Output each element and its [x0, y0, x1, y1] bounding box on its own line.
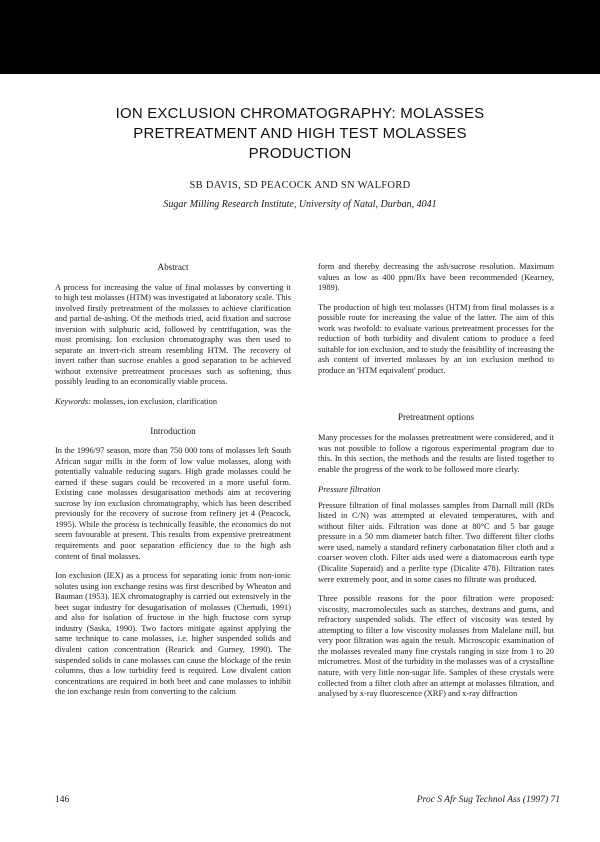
pressure-filtration-subheading: Pressure filtration: [318, 484, 381, 495]
keywords: [55, 397, 291, 408]
htm-paragraph: The production of high test molasses (HTM) from final molasses is a possible route for increasing the value of the latter. The aim of this work was twofold: to evaluate various pretreatment processes for the reduction of both turbidity and divalent cations to produce a feed suitable for ion exclusion, and to study the feasibility of increasing the ash content of inverted molasses by an ion exclusion method to produce an 'HTM equivalent' product.: [318, 302, 554, 375]
pressure-paragraph-1: Pressure filtration of final molasses samples from Darnall mill (RDs listed in C/N) was attempted at elevated temperatures, with and without filter aids. Filtration was done at 80°C and 5 bar gauge pressure in a 50 mm diameter batch filter. Two different filter cloths were used, namely a standard refinery carbonatation filter cloth and a coarser woven cloth. Filter aids used were a diatomaceous earth type (Dicalite Superaid) and a perlite type (Dicalite 478). Filtration rates were extremely poor, and in some cases no filtrate was produced.: [318, 500, 554, 584]
authors: SB DAVIS, SD PEACOCK AND SN WALFORD: [189, 180, 411, 191]
affiliation: Sugar Milling Research Institute, University of Natal, Durban, 4041: [163, 199, 437, 210]
continued-paragraph: form and thereby decreasing the ash/sucrose resolution. Maximum values as low as 400 ppm/Bx have been recommended (Kearney, 1989).: [318, 262, 554, 293]
introduction-heading: Introduction: [150, 425, 196, 436]
journal-citation: Proc S Afr Sug Technol Ass (1997) 71: [416, 795, 560, 805]
page-number: 146: [55, 795, 70, 805]
title-line-1: ION EXCLUSION CHROMATOGRAPHY: MOLASSES: [115, 105, 485, 122]
pressure-paragraph-2: Three possible reasons for the poor filtration were proposed: viscosity, macromolecules such as starches, dextrans and gums, and refractory suspended solids. The effect of viscosity was tested by attempting to filter a low viscosity molasses from Malelane mill, but very poor filtration was again the result. Microscopic examination of the molasses revealed many fine crystals ranging in size from 1 to 20 micrometres. Most of the turbidity in the molasses was of a crystalline nature, with very little non-sugar life. Samples of these crystals were collected from a filter cloth after an attempt at molasses filtration, and analysed by x-ray fluorescence (XRF) and x-ray diffraction: [318, 594, 554, 699]
paper-title: [60, 104, 540, 164]
pretreatment-heading: Pretreatment options: [397, 412, 475, 423]
keywords-label: Keywords:: [55, 397, 91, 407]
intro-paragraph-2: Ion exclusion (IEX) as a process for separating ionic from non-ionic solutes using ion exchange resins was first described by Wheaton and Bauman (1953). IEX chromatography is carried out extensively in the beet sugar industry for desugarisation of molasses (Chertudi, 1991) and also for isolation of fructose in the high fructose corn syrup industry (Saska, 1990). Two factors mitigate against applying the same technique to cane molasses, i.e. higher suspended solids and divalent cation concentration (Rearick and Gurney, 1990). The suspended solids in cane molasses can cause the blockage of the resin columns, thus a low turbidity feed is required. Low divalent cation concentrations are required in both beet and cane molasses to inhibit the ion exchange resin from converting to the calcium: [55, 571, 291, 697]
abstract-heading: Abstract: [157, 262, 189, 272]
intro-paragraph-1: In the 1996/97 season, more than 750 000 tons of molasses left South African sugar mills in the form of low value molasses, along with potentially valuable reducing sugars. High grade molasses could be earned if these sugars could be recovered in a more useful form. Existing cane molasses desugarisation methods aim at recovering sucrose by ion exclusion chromatography, which has been described previously for the recovery of sucrose from refinery jet 4 (Peacock, 1995). While the process is technically feasible, the economics do not seem favourable at present. This results from expensive pretreatment requirements and poor separation efficiency due to the high ash content of final molasses.: [55, 446, 291, 561]
title-line-3: PRODUCTION: [248, 145, 352, 162]
top-black-band: [0, 0, 600, 74]
left-column: [55, 262, 291, 707]
pretreatment-paragraph: Many processes for the molasses pretreatment were considered, and it was not possible to follow a rigorous experimental program due to this. In this section, the methods and the results are listed together to enable the progress of the work to be followed more clearly.: [318, 433, 554, 474]
title-line-2: PRETREATMENT AND HIGH TEST MOLASSES: [133, 125, 467, 142]
keywords-text: molasses, ion exclusion, clarification: [90, 397, 218, 407]
right-column: [318, 262, 554, 709]
abstract-text: A process for increasing the value of final molasses by converting it to high test molasses (HTM) was investigated at laboratory scale. This involved firstly pretreatment of the molasses to achieve clarification and partial de-ashing. Of the methods tried, acid fixation and sucrose inversion with sulphuric acid, followed by centrifugation, was the most promising. Ion exclusion chromatography was then used to separate an invert-rich stream resembling HTM. The recovery of invert rather than sucrose enables a good separation to be achieved without extensive pretreatment processes such as softening, thus possibly leading to an economically viable process.: [55, 282, 291, 387]
